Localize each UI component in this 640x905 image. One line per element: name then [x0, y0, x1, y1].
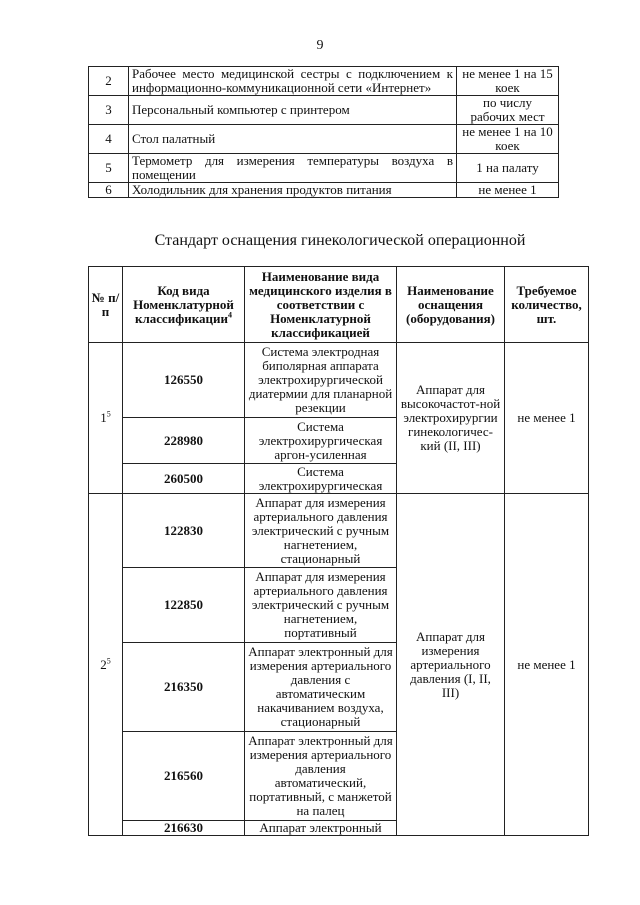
group-number — [89, 343, 123, 494]
item-code: 216560 — [123, 732, 245, 821]
row-name: Термометр для измерения температуры воздуха в помещении — [129, 154, 457, 183]
table-row — [89, 154, 559, 183]
group-number-footnote: 5 — [106, 409, 111, 419]
row-quantity: не менее 1 на 15 коек — [457, 67, 559, 96]
group-number — [89, 494, 123, 836]
operating-room-equipment-table — [88, 266, 589, 836]
item-name: Система электрохирургическая — [245, 464, 397, 494]
group-quantity: не менее 1 — [505, 494, 589, 836]
header-num: № п/п — [89, 267, 123, 343]
item-name: Аппарат электронный — [245, 821, 397, 836]
top-equipment-table — [88, 66, 559, 198]
row-quantity: не менее 1 — [457, 183, 559, 198]
table-row — [89, 183, 559, 198]
table-header-row — [89, 267, 589, 343]
item-code: 122850 — [123, 568, 245, 643]
header-equipment: Наименование оснащения (оборудования) — [397, 267, 505, 343]
row-name: Холодильник для хранения продуктов питания — [129, 183, 457, 198]
row-number: 2 — [89, 67, 129, 96]
row-quantity: не менее 1 на 10 коек — [457, 125, 559, 154]
item-code: 228980 — [123, 418, 245, 464]
header-name: Наименование вида медицинского изделия в соответствии с Номенклатурной классификацией — [245, 267, 397, 343]
item-name: Аппарат для измерения артериального давления электрический с ручным нагнетением, стационарный — [245, 494, 397, 568]
row-number: 3 — [89, 96, 129, 125]
header-code-text: Код вида Номенклатурной классификации — [133, 282, 234, 326]
row-name: Рабочее место медицинской сестры с подключением к информационно-коммуникационной сети «Интернет» — [129, 67, 457, 96]
item-name: Система электродная биполярная аппарата электрохирургической диатермии для планарной резекции — [245, 343, 397, 418]
item-name: Аппарат электронный для измерения артериального давления автоматический, портативный, с манжетой на палец — [245, 732, 397, 821]
group-number-text: 2 — [100, 656, 107, 672]
item-code: 260500 — [123, 464, 245, 494]
item-name: Аппарат для измерения артериального давления электрический с ручным нагнетением, портативный — [245, 568, 397, 643]
item-name: Аппарат электронный для измерения артериального давления с автоматическим накачиванием воздуха, стационарный — [245, 643, 397, 732]
group-number-footnote: 5 — [106, 656, 111, 666]
group-equipment: Аппарат для измерения артериального давления (I, II, III) — [397, 494, 505, 836]
row-quantity: 1 на палату — [457, 154, 559, 183]
table-row — [89, 494, 589, 568]
header-quantity: Требуемое количество, шт. — [505, 267, 589, 343]
header-code-footnote: 4 — [228, 310, 233, 320]
table-row — [89, 96, 559, 125]
row-number: 4 — [89, 125, 129, 154]
section-title: Стандарт оснащения гинекологической операционной — [154, 232, 526, 249]
row-number: 6 — [89, 183, 129, 198]
group-number-text: 1 — [100, 410, 107, 425]
table-row — [89, 67, 559, 96]
item-code: 122830 — [123, 494, 245, 568]
item-code: 216630 — [123, 821, 245, 836]
item-code: 216350 — [123, 643, 245, 732]
row-number: 5 — [89, 154, 129, 183]
page-number: 9 — [316, 38, 324, 53]
row-name: Стол палатный — [129, 125, 457, 154]
item-name: Система электрохирургическая аргон-усиленная — [245, 418, 397, 464]
header-code — [123, 267, 245, 343]
row-name: Персональный компьютер с принтером — [129, 96, 457, 125]
group-equipment: Аппарат для высокочастот-ной электрохирургии гинекологичес-кий (II, III) — [397, 343, 505, 494]
item-code: 126550 — [123, 343, 245, 418]
table-row — [89, 125, 559, 154]
group-quantity: не менее 1 — [505, 343, 589, 494]
table-row — [89, 343, 589, 418]
row-quantity: по числу рабочих мест — [457, 96, 559, 125]
